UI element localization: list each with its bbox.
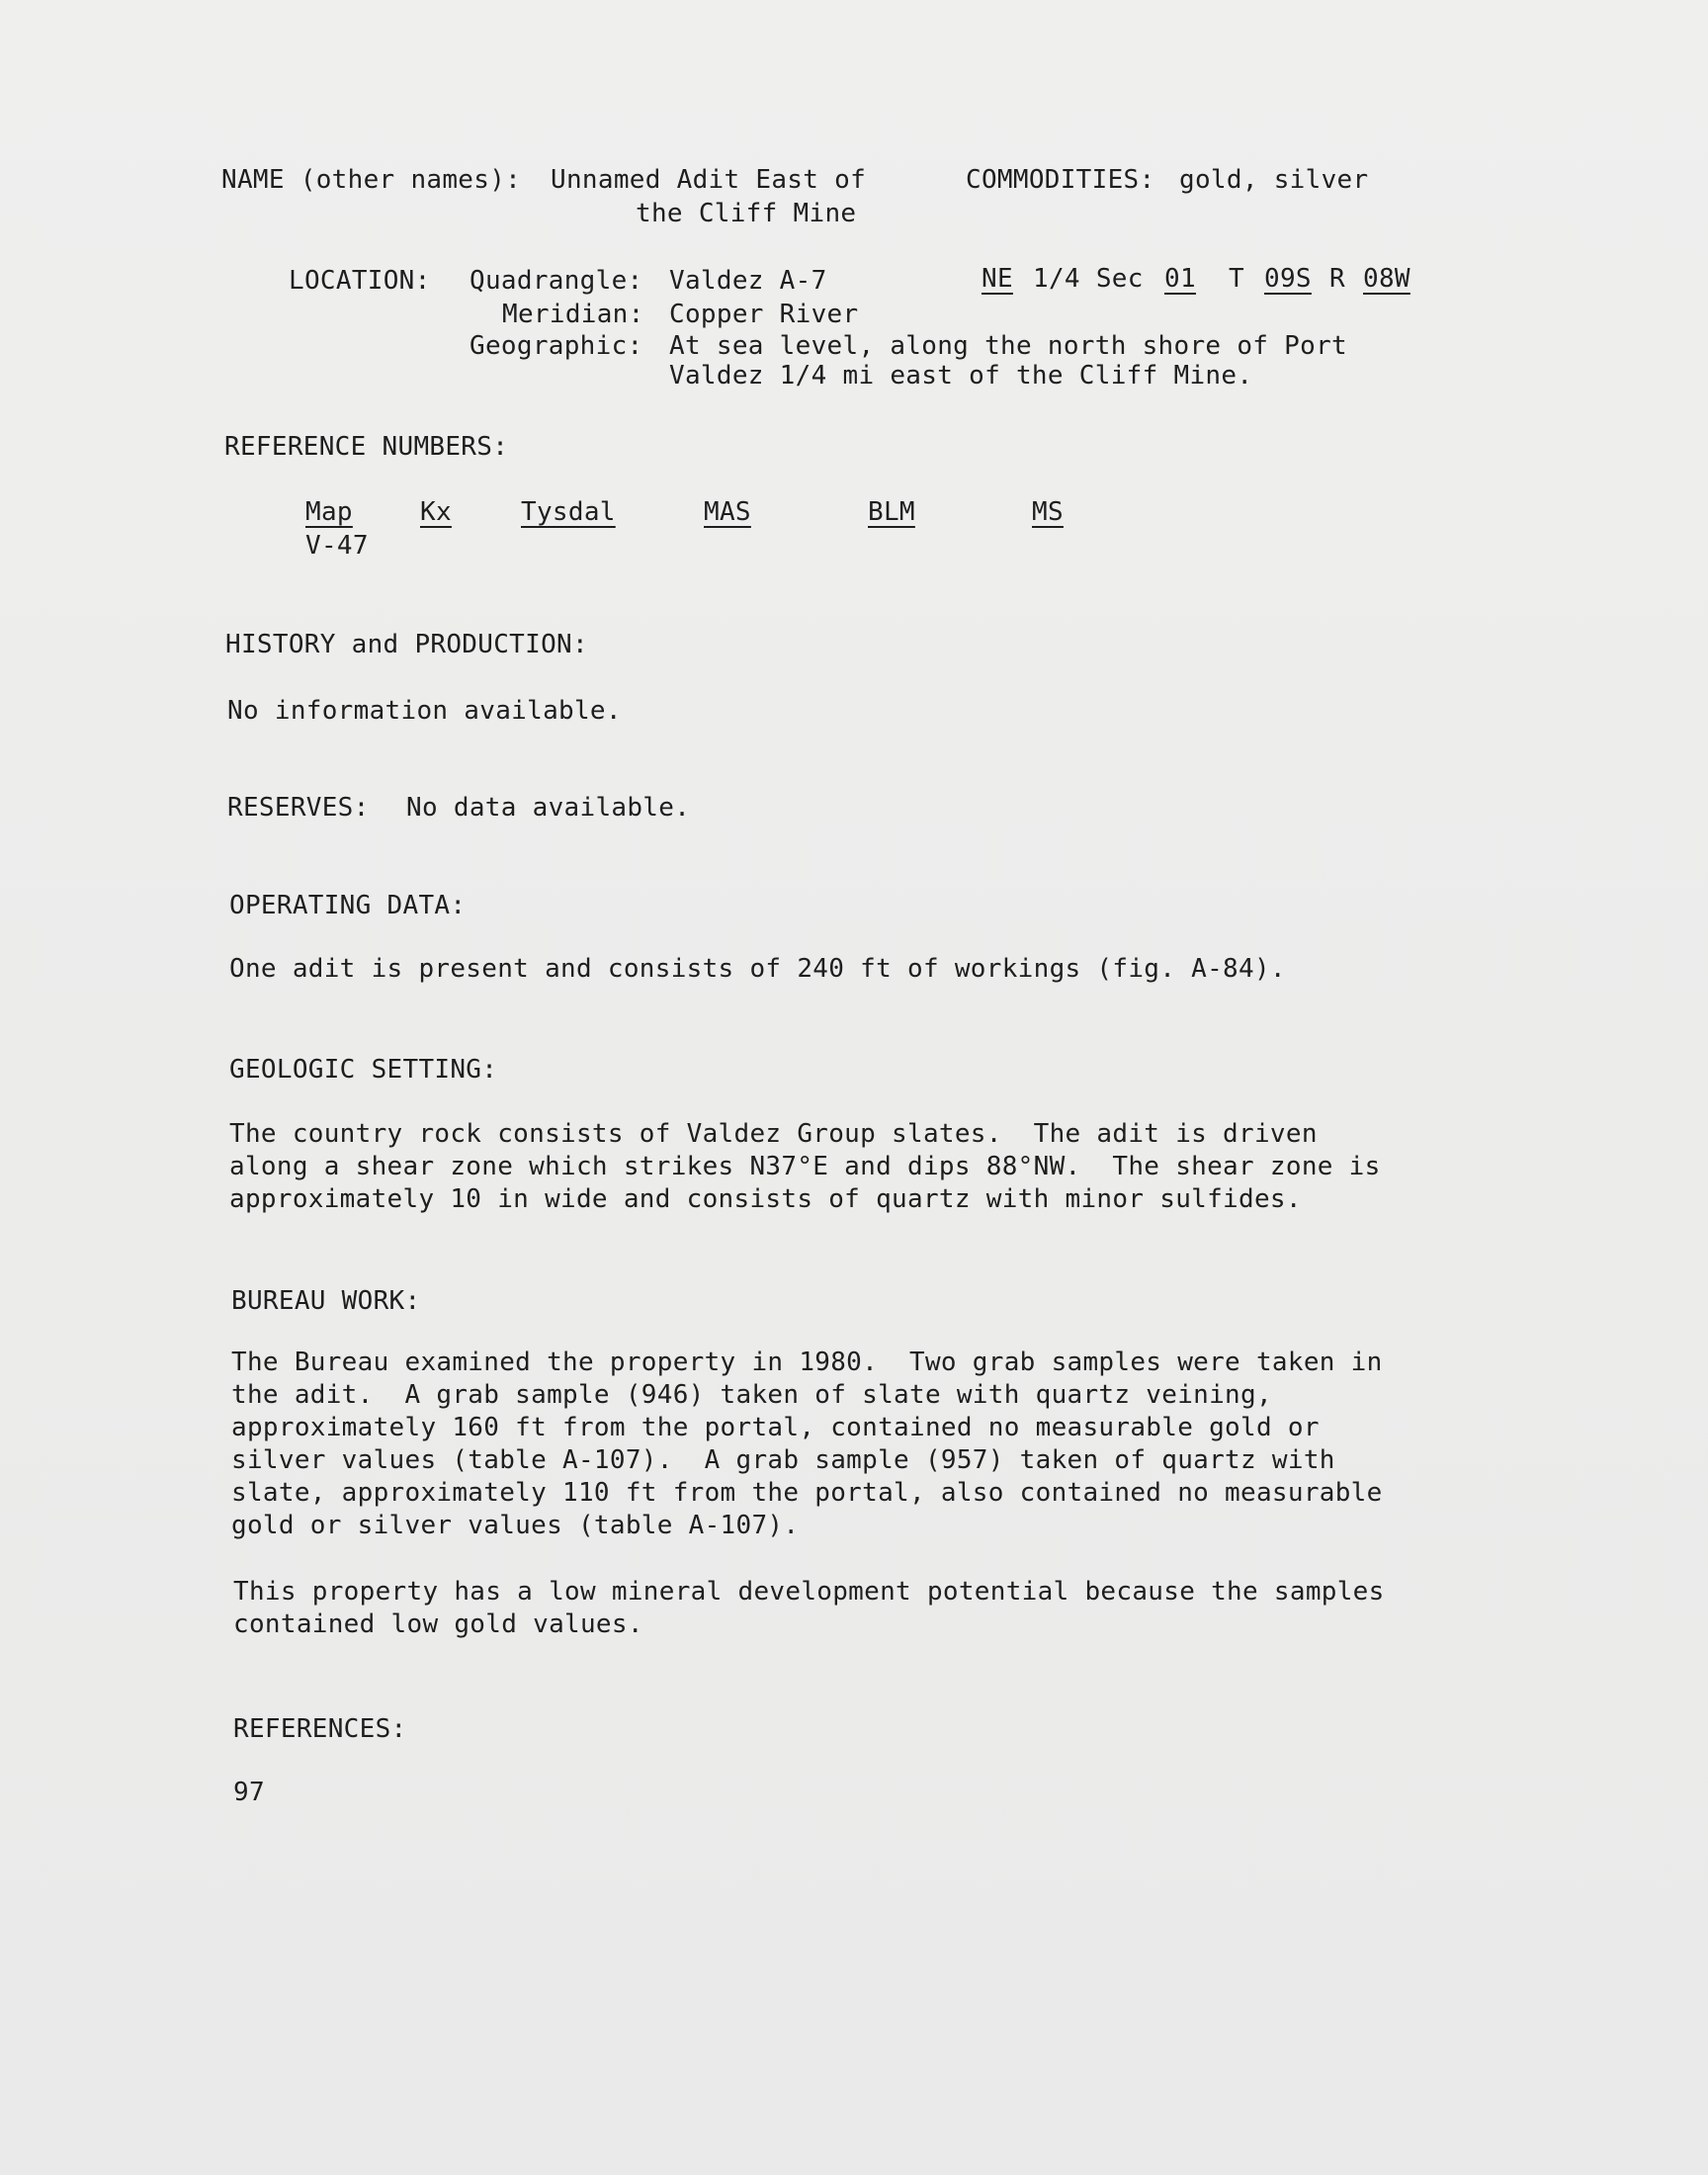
geologic-heading: GEOLOGIC SETTING: (229, 1055, 498, 1085)
meridian-label: Meridian: (502, 300, 644, 329)
quarter-suffix: 1/4 Sec (1033, 264, 1144, 294)
quarter-value: NE (982, 264, 1013, 294)
reserves-text: No data available. (406, 793, 691, 823)
reference-numbers-heading: REFERENCE NUMBERS: (224, 432, 509, 462)
geologic-line-1: The country rock consists of Valdez Group slates. The adit is driven (229, 1119, 1318, 1149)
range-value: 08W (1363, 264, 1410, 294)
name-label: NAME (other names): (221, 165, 522, 195)
bureau-p1-line-6: gold or silver values (table A-107). (231, 1511, 800, 1540)
township-value: 09S (1264, 264, 1312, 294)
references-value: 97 (233, 1778, 265, 1807)
bureau-heading: BUREAU WORK: (231, 1286, 421, 1316)
name-value-line1: Unnamed Adit East of (551, 165, 867, 195)
ref-col-kx: Kx (420, 497, 452, 527)
ref-map-value: V-47 (305, 531, 369, 561)
geologic-line-3: approximately 10 in wide and consists of quartz with minor sulfides. (229, 1184, 1302, 1214)
bureau-p2-line-2: contained low gold values. (233, 1610, 643, 1639)
operating-text: One adit is present and consists of 240 ft of workings (fig. A-84). (229, 954, 1286, 984)
ref-col-tysdal: Tysdal (521, 497, 616, 527)
bureau-p1-line-5: slate, approximately 110 ft from the portal, also contained no measurable (231, 1478, 1383, 1508)
bureau-p1-line-1: The Bureau examined the property in 1980. Two grab samples were taken in (231, 1348, 1383, 1377)
geographic-label: Geographic: (470, 331, 643, 361)
meridian-value: Copper River (669, 300, 859, 329)
location-label: LOCATION: (289, 266, 431, 296)
reserves-label: RESERVES: (227, 793, 370, 823)
quadrangle-label: Quadrangle: (470, 266, 643, 296)
ref-col-ms: MS (1032, 497, 1064, 527)
ref-col-map: Map (305, 497, 353, 527)
section-value: 01 (1164, 264, 1196, 294)
ref-col-blm: BLM (868, 497, 915, 527)
commodities-label: COMMODITIES: (966, 165, 1155, 195)
references-heading: REFERENCES: (233, 1714, 407, 1744)
operating-heading: OPERATING DATA: (229, 891, 467, 920)
bureau-p1-line-2: the adit. A grab sample (946) taken of slate with quartz veining, (231, 1380, 1272, 1410)
ref-col-mas: MAS (704, 497, 751, 527)
history-heading: HISTORY and PRODUCTION: (225, 630, 588, 659)
bureau-p1-line-3: approximately 160 ft from the portal, contained no measurable gold or (231, 1413, 1320, 1442)
geographic-line1: At sea level, along the north shore of Port (669, 331, 1347, 361)
history-text: No information available. (227, 696, 622, 726)
bureau-p1-line-4: silver values (table A-107). A grab sample (957) taken of quartz with (231, 1445, 1335, 1475)
geologic-line-2: along a shear zone which strikes N37°E and dips 88°NW. The shear zone is (229, 1152, 1381, 1181)
commodities-value: gold, silver (1179, 165, 1369, 195)
quadrangle-value: Valdez A-7 (669, 266, 827, 296)
range-label: R (1329, 264, 1345, 294)
bureau-p2-line-1: This property has a low mineral development potential because the samples (233, 1577, 1385, 1607)
name-value-line2: the Cliff Mine (636, 199, 857, 228)
township-label: T (1229, 264, 1244, 294)
geographic-line2: Valdez 1/4 mi east of the Cliff Mine. (669, 361, 1253, 391)
